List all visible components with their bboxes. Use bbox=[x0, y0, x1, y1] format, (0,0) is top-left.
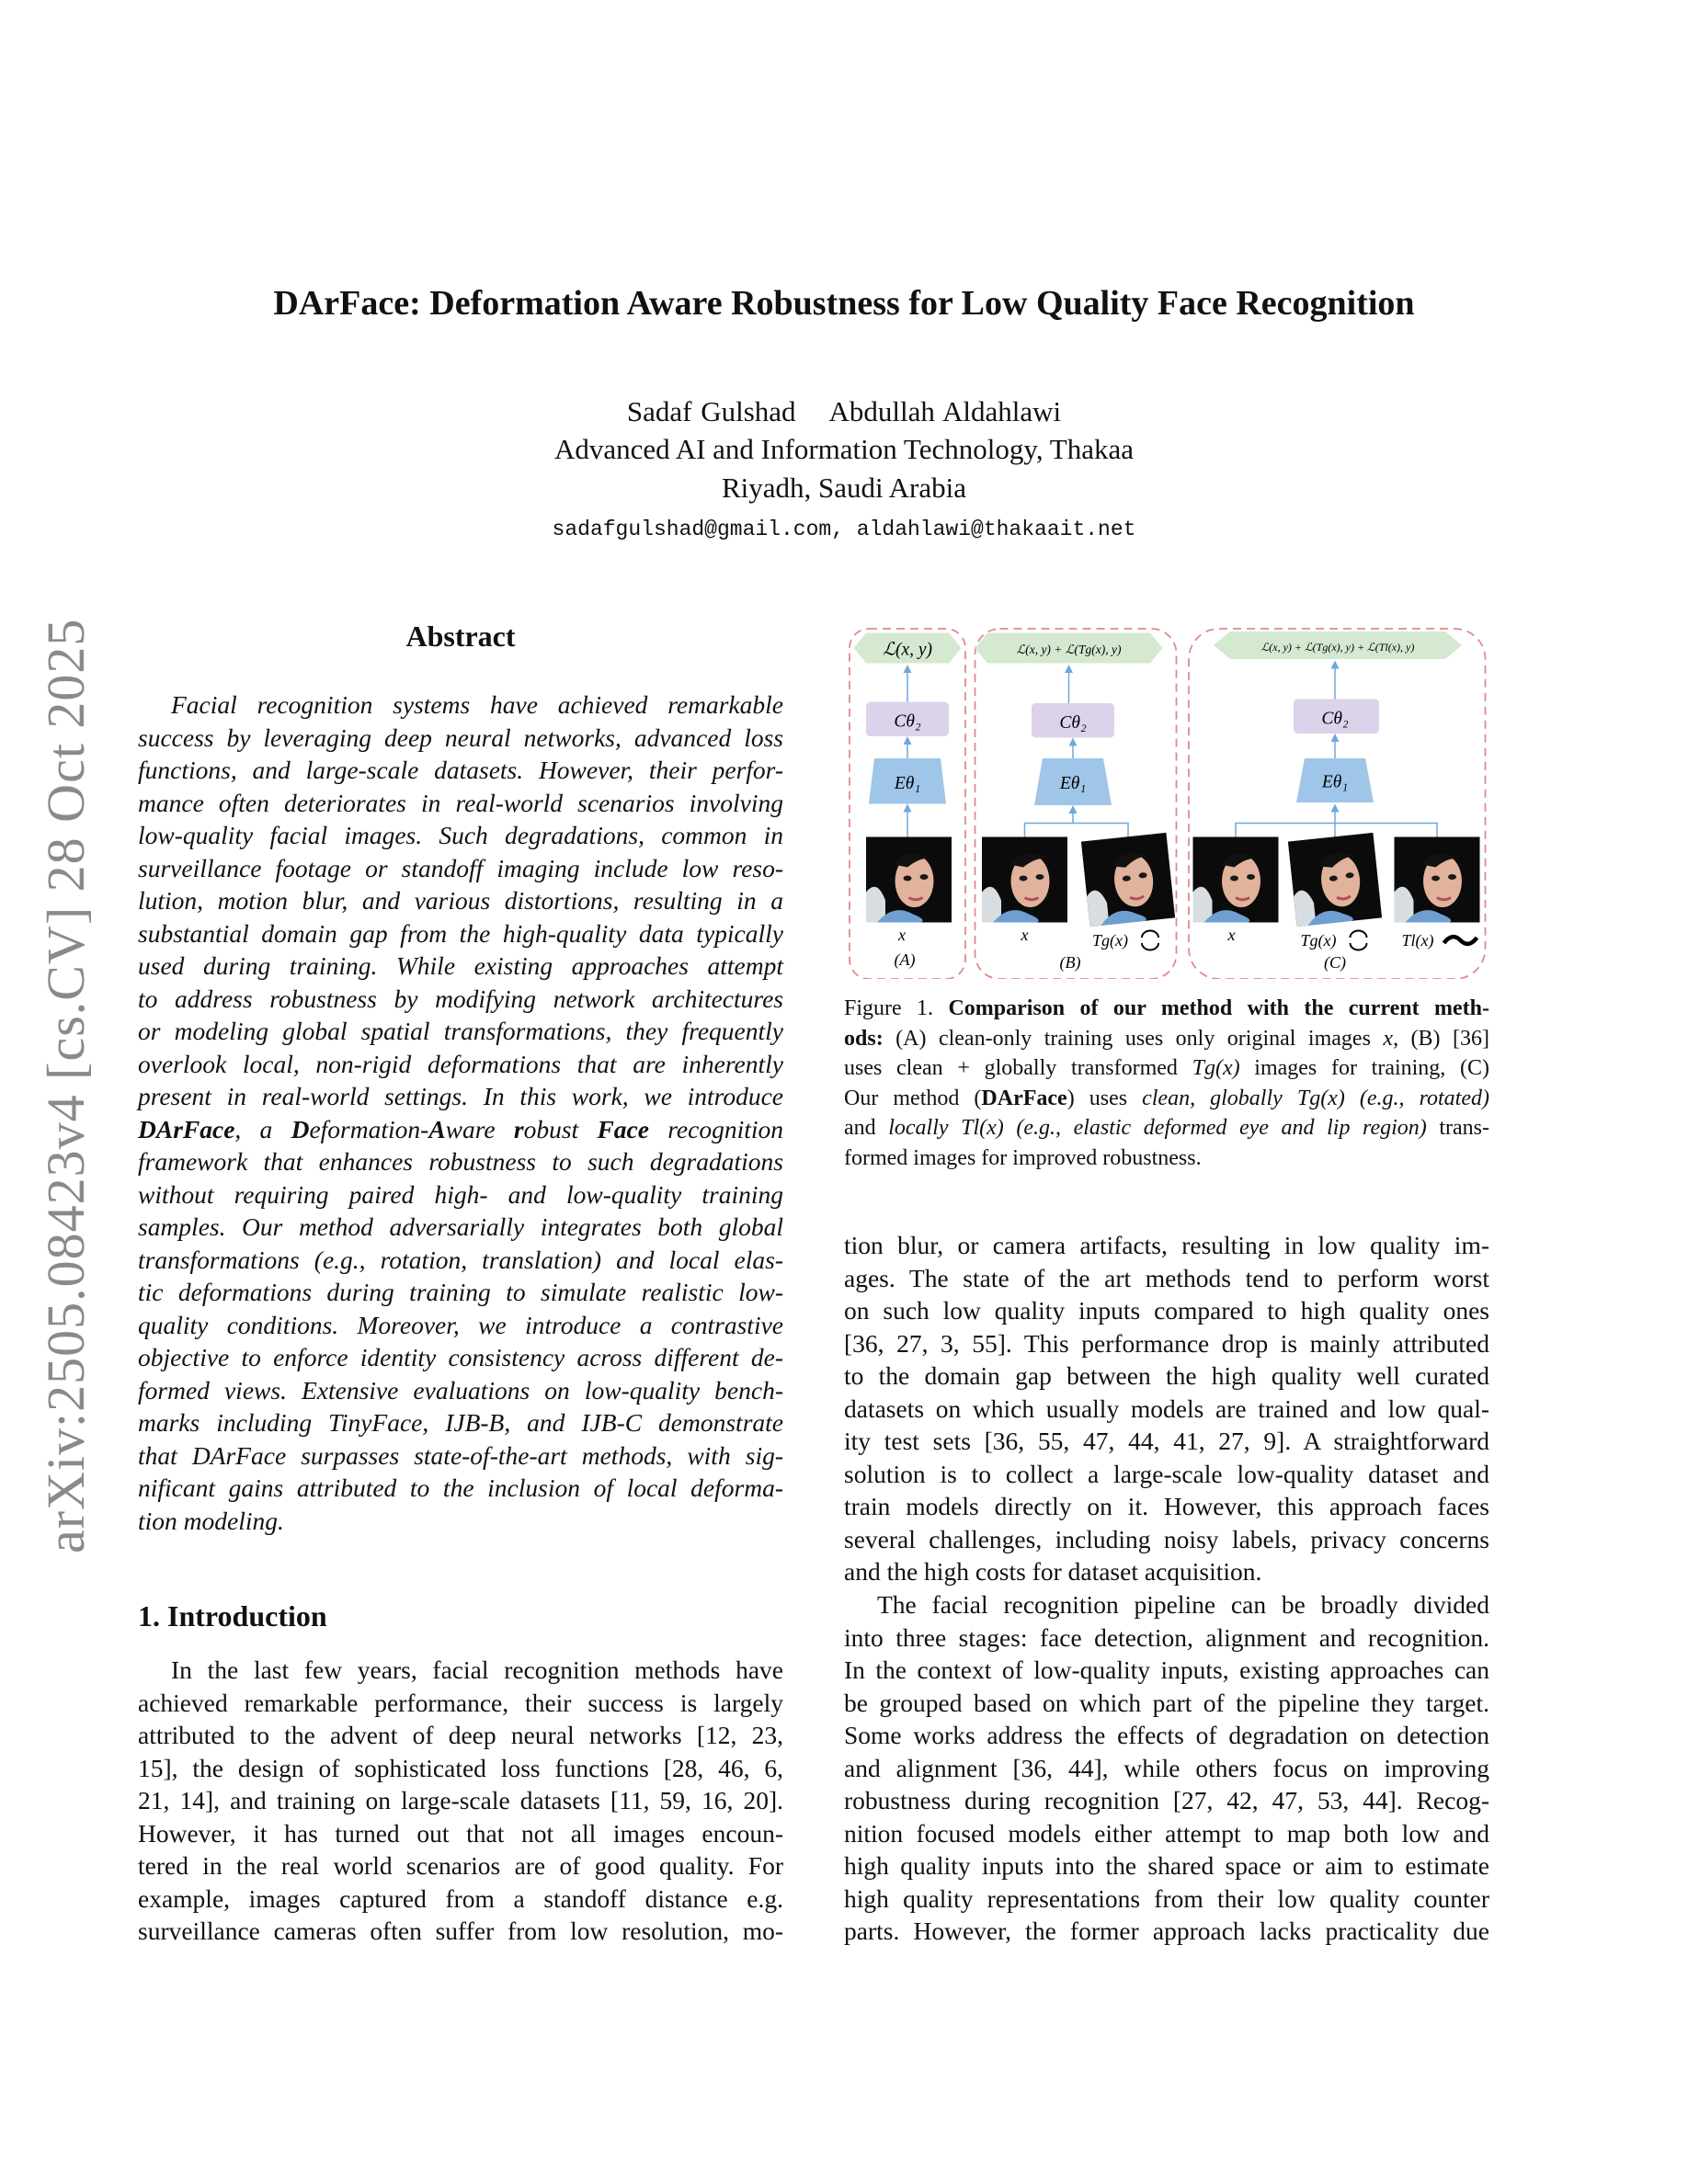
text-line bbox=[844, 1143, 1489, 1174]
author-name: Abdullah Aldahlawi bbox=[828, 395, 1062, 427]
svg-text:Cθ₂: Cθ₂ bbox=[894, 711, 921, 732]
text-segment: DArFace bbox=[138, 1114, 235, 1143]
text-line: mance often deteriorates in real-world scenarios involving bbox=[138, 788, 783, 817]
text-segment: Tg(x) (e.g., rotated) bbox=[1296, 1086, 1489, 1110]
face-image-global-transform bbox=[1288, 833, 1382, 927]
text-segment: Comparison of our method with the current meth- bbox=[948, 996, 1489, 1020]
panel-b bbox=[975, 633, 1176, 973]
wave-icon bbox=[1444, 937, 1477, 944]
text-line: marks including TinyFace, IJB-B, and IJB-C demonstrate bbox=[138, 1408, 783, 1437]
text-line: that DArFace surpasses state-of-the-art methods, with sig- bbox=[138, 1440, 783, 1470]
text-segment: eformation- bbox=[309, 1114, 429, 1143]
text-line: surveillance footage or standoff imaging include low reso- bbox=[138, 853, 783, 882]
text-line bbox=[844, 1113, 1489, 1143]
text-line: 21, 14], and training on large-scale datasets [11, 59, 16, 20]. bbox=[138, 1786, 783, 1814]
text-line: several challenges, including noisy labels, privacy concerns bbox=[844, 1524, 1489, 1553]
text-line: tion blur, or camera artifacts, resulting in low quality im- bbox=[844, 1231, 1489, 1259]
text-line: overlook local, non-rigid deformations that are inherently bbox=[138, 1049, 783, 1078]
text-segment: trans- bbox=[1426, 1116, 1489, 1140]
author-name: Sadaf Gulshad bbox=[626, 395, 796, 427]
text-segment: Figure 1. bbox=[844, 996, 949, 1020]
text-line: ity test sets [36, 55, 47, 44, 41, 27, 9]. A straightforward bbox=[844, 1427, 1489, 1455]
text-line: samples. Our method adversarially integrates both global bbox=[138, 1212, 783, 1241]
figure-1-caption bbox=[844, 994, 1489, 1173]
text-line: formed views. Extensive evaluations on low-quality bench- bbox=[138, 1375, 783, 1405]
text-line: achieved remarkable performance, their success is largely bbox=[138, 1688, 783, 1717]
text-segment: (A) clean-only training uses only original images bbox=[883, 1026, 1384, 1051]
rotate-icon bbox=[1142, 931, 1158, 950]
svg-text:Eθ₁: Eθ₁ bbox=[1059, 774, 1087, 794]
text-line: Facial recognition systems have achieved remarkable bbox=[171, 690, 783, 719]
svg-text:x: x bbox=[1227, 926, 1236, 944]
text-line: high quality inputs into the shared space or aim to estimate bbox=[844, 1851, 1489, 1880]
text-line: The facial recognition pipeline can be broadly divided bbox=[877, 1590, 1489, 1619]
text-segment: recognition bbox=[648, 1114, 784, 1143]
text-segment: uses clean + globally transformed bbox=[844, 1056, 1192, 1080]
text-line: present in real-world settings. In this work, we introduce bbox=[138, 1082, 783, 1110]
svg-text:(A): (A) bbox=[894, 950, 916, 969]
svg-text:Tl(x): Tl(x) bbox=[1401, 931, 1434, 950]
face-image-global-transform bbox=[1081, 833, 1175, 927]
svg-text:Cθ₂: Cθ₂ bbox=[1321, 709, 1349, 729]
text-line bbox=[138, 1113, 783, 1146]
text-line: lution, motion blur, and various distortions, resulting in a bbox=[138, 886, 783, 915]
introduction-paragraph bbox=[138, 1654, 783, 1948]
text-line: robustness during recognition [27, 42, 47, 53, 44]. Recog- bbox=[844, 1786, 1489, 1814]
text-line: and alignment [36, 44], while others focus on improving bbox=[844, 1753, 1489, 1782]
text-segment: ) uses bbox=[1066, 1086, 1143, 1110]
text-line: functions, and large-scale datasets. However, their perfor- bbox=[138, 756, 783, 784]
text-line: tic deformations during training to simulate realistic low- bbox=[138, 1278, 783, 1306]
text-line: train models directly on it. However, this approach faces bbox=[844, 1492, 1489, 1520]
text-line: In the last few years, facial recognition methods have bbox=[171, 1655, 783, 1684]
text-segment: r bbox=[513, 1114, 524, 1143]
face-image-clean bbox=[982, 837, 1067, 923]
text-segment: ware bbox=[445, 1114, 514, 1143]
face-image-clean bbox=[866, 837, 952, 923]
svg-text:ℒ(x, y) + ℒ(Tg(x), y) + ℒ(Tl(x: ℒ(x, y) + ℒ(Tg(x), y) + ℒ(Tl(x), y) bbox=[1260, 641, 1415, 654]
text-line: success by leveraging deep neural networks, advanced loss bbox=[138, 722, 783, 752]
text-line: datasets on which usually models are trained and low qual- bbox=[844, 1393, 1489, 1423]
text-line: high quality representations from their low quality counter bbox=[844, 1883, 1489, 1913]
text-line: quality conditions. Moreover, we introduce a contrastive bbox=[138, 1310, 783, 1339]
loss-label: ℒ(x, y) bbox=[882, 640, 933, 660]
text-segment: formed images for improved robustness. bbox=[844, 1145, 1202, 1170]
text-segment: , a bbox=[234, 1114, 291, 1143]
text-line: objective to enforce identity consistency across different de- bbox=[138, 1343, 783, 1371]
abstract-body bbox=[138, 688, 783, 1537]
text-line: used during training. While existing approaches attempt bbox=[138, 951, 783, 980]
rotate-icon bbox=[1351, 931, 1367, 950]
text-line bbox=[844, 1084, 1489, 1114]
paper-title: DArFace: Deformation Aware Robustness for Low Quality Face Recognition bbox=[273, 284, 1415, 323]
text-line: framework that enhances robustness to such degradations bbox=[138, 1147, 783, 1176]
text-segment: Tl(x) (e.g., elastic deformed eye and lip region) bbox=[961, 1116, 1427, 1140]
paragraph bbox=[844, 1588, 1489, 1948]
text-line: substantial domain gap from the high-quality data typically bbox=[138, 918, 783, 948]
text-line: to address robustness by modifying network architectures bbox=[138, 984, 783, 1013]
text-line: nificant gains attributed to the inclusion of local deforma- bbox=[138, 1473, 783, 1502]
svg-text:(C): (C) bbox=[1324, 953, 1346, 972]
text-segment: Tg(x) bbox=[1192, 1056, 1240, 1080]
text-line: tered in the real world scenarios are of good quality. For bbox=[138, 1851, 783, 1880]
svg-text:Eθ₁: Eθ₁ bbox=[894, 774, 921, 794]
text-line: on such low quality inputs compared to high quality ones bbox=[844, 1296, 1489, 1325]
text-line: [36, 27, 3, 55]. This performance drop is mainly attributed bbox=[844, 1328, 1489, 1358]
svg-text:x: x bbox=[1021, 926, 1029, 944]
text-line: surveillance cameras often suffer from low resolution, mo- bbox=[138, 1917, 783, 1945]
text-line: attributed to the advent of deep neural networks [12, 23, bbox=[138, 1721, 783, 1749]
svg-text:Cθ₂: Cθ₂ bbox=[1059, 713, 1087, 734]
text-segment: locally bbox=[888, 1116, 962, 1140]
panel-a bbox=[854, 633, 962, 971]
face-image-local-deform bbox=[1395, 837, 1480, 923]
text-segment: obust bbox=[523, 1114, 598, 1143]
figure-1-diagram bbox=[827, 620, 1489, 979]
text-line: and the high costs for dataset acquisition. bbox=[844, 1557, 1262, 1586]
text-line: to the domain gap between the high quality well curated bbox=[844, 1361, 1489, 1390]
face-image-clean bbox=[1193, 837, 1279, 923]
text-line: be grouped based on which part of the pipeline they target. bbox=[844, 1688, 1489, 1717]
text-segment: and bbox=[844, 1116, 889, 1140]
text-line: However, it has turned out that not all images encoun- bbox=[138, 1818, 783, 1848]
text-segment: Face bbox=[597, 1114, 649, 1143]
text-segment: DArFace bbox=[981, 1086, 1067, 1110]
text-line: low-quality facial images. Such degradations, common in bbox=[138, 821, 783, 849]
text-line: tion modeling. bbox=[138, 1506, 284, 1535]
svg-text:(B): (B) bbox=[1059, 953, 1081, 972]
text-line: Some works address the effects of degradation on detection bbox=[844, 1721, 1489, 1749]
text-segment: A bbox=[428, 1114, 446, 1143]
text-line: example, images captured from a standoff distance e.g. bbox=[138, 1883, 783, 1913]
text-line: solution is to collect a large-scale low-quality dataset and bbox=[844, 1459, 1489, 1488]
text-segment: clean, globally bbox=[1142, 1086, 1297, 1110]
text-segment: D bbox=[291, 1114, 310, 1143]
affiliation: Advanced AI and Information Technology, Thakaa bbox=[554, 433, 1134, 465]
text-line: ages. The state of the art methods tend to perform worst bbox=[844, 1263, 1489, 1292]
arxiv-stamp: arXiv:2505.08423v4 [cs.CV] 28 Oct 2025 bbox=[36, 618, 96, 1553]
section-heading-introduction: 1. Introduction bbox=[138, 1599, 327, 1632]
svg-text:Tg(x): Tg(x) bbox=[1300, 931, 1337, 950]
text-line: without requiring paired high- and low-quality training bbox=[138, 1179, 783, 1209]
text-segment: ods: bbox=[844, 1026, 884, 1051]
svg-text:Eθ₁: Eθ₁ bbox=[1321, 772, 1349, 792]
text-line: transformations (e.g., rotation, translation) and local elas- bbox=[138, 1245, 783, 1274]
text-line bbox=[844, 994, 1489, 1024]
text-segment: images for training, (C) bbox=[1239, 1056, 1489, 1080]
paragraph bbox=[844, 1229, 1489, 1588]
text-line bbox=[844, 1053, 1489, 1084]
text-line: In the context of low-quality inputs, existing approaches can bbox=[844, 1655, 1489, 1684]
panel-c bbox=[1193, 631, 1480, 973]
author-emails: sadafgulshad@gmail.com, aldahlawi@thakaait.net bbox=[552, 518, 1136, 541]
text-segment: , (B) [36] bbox=[1393, 1026, 1489, 1051]
abstract-heading: Abstract bbox=[405, 620, 516, 653]
svg-text:x: x bbox=[898, 926, 906, 944]
text-line: nition focused models either attempt to map both low and bbox=[844, 1818, 1489, 1848]
text-segment: x bbox=[1383, 1026, 1394, 1051]
text-line bbox=[844, 1024, 1489, 1054]
text-segment: Our method ( bbox=[844, 1086, 982, 1110]
text-line: or modeling global spatial transformations, they frequently bbox=[138, 1017, 783, 1045]
text-line: 15], the design of sophisticated loss functions [28, 46, 6, bbox=[138, 1753, 783, 1782]
svg-text:ℒ(x, y) + ℒ(Tg(x), y): ℒ(x, y) + ℒ(Tg(x), y) bbox=[1016, 643, 1122, 656]
author-list bbox=[0, 395, 1688, 428]
text-line: into three stages: face detection, alignment and recognition. bbox=[844, 1622, 1489, 1652]
svg-text:Tg(x): Tg(x) bbox=[1092, 931, 1128, 950]
location: Riyadh, Saudi Arabia bbox=[721, 472, 967, 504]
text-line: parts. However, the former approach lacks practicality due bbox=[844, 1917, 1489, 1945]
